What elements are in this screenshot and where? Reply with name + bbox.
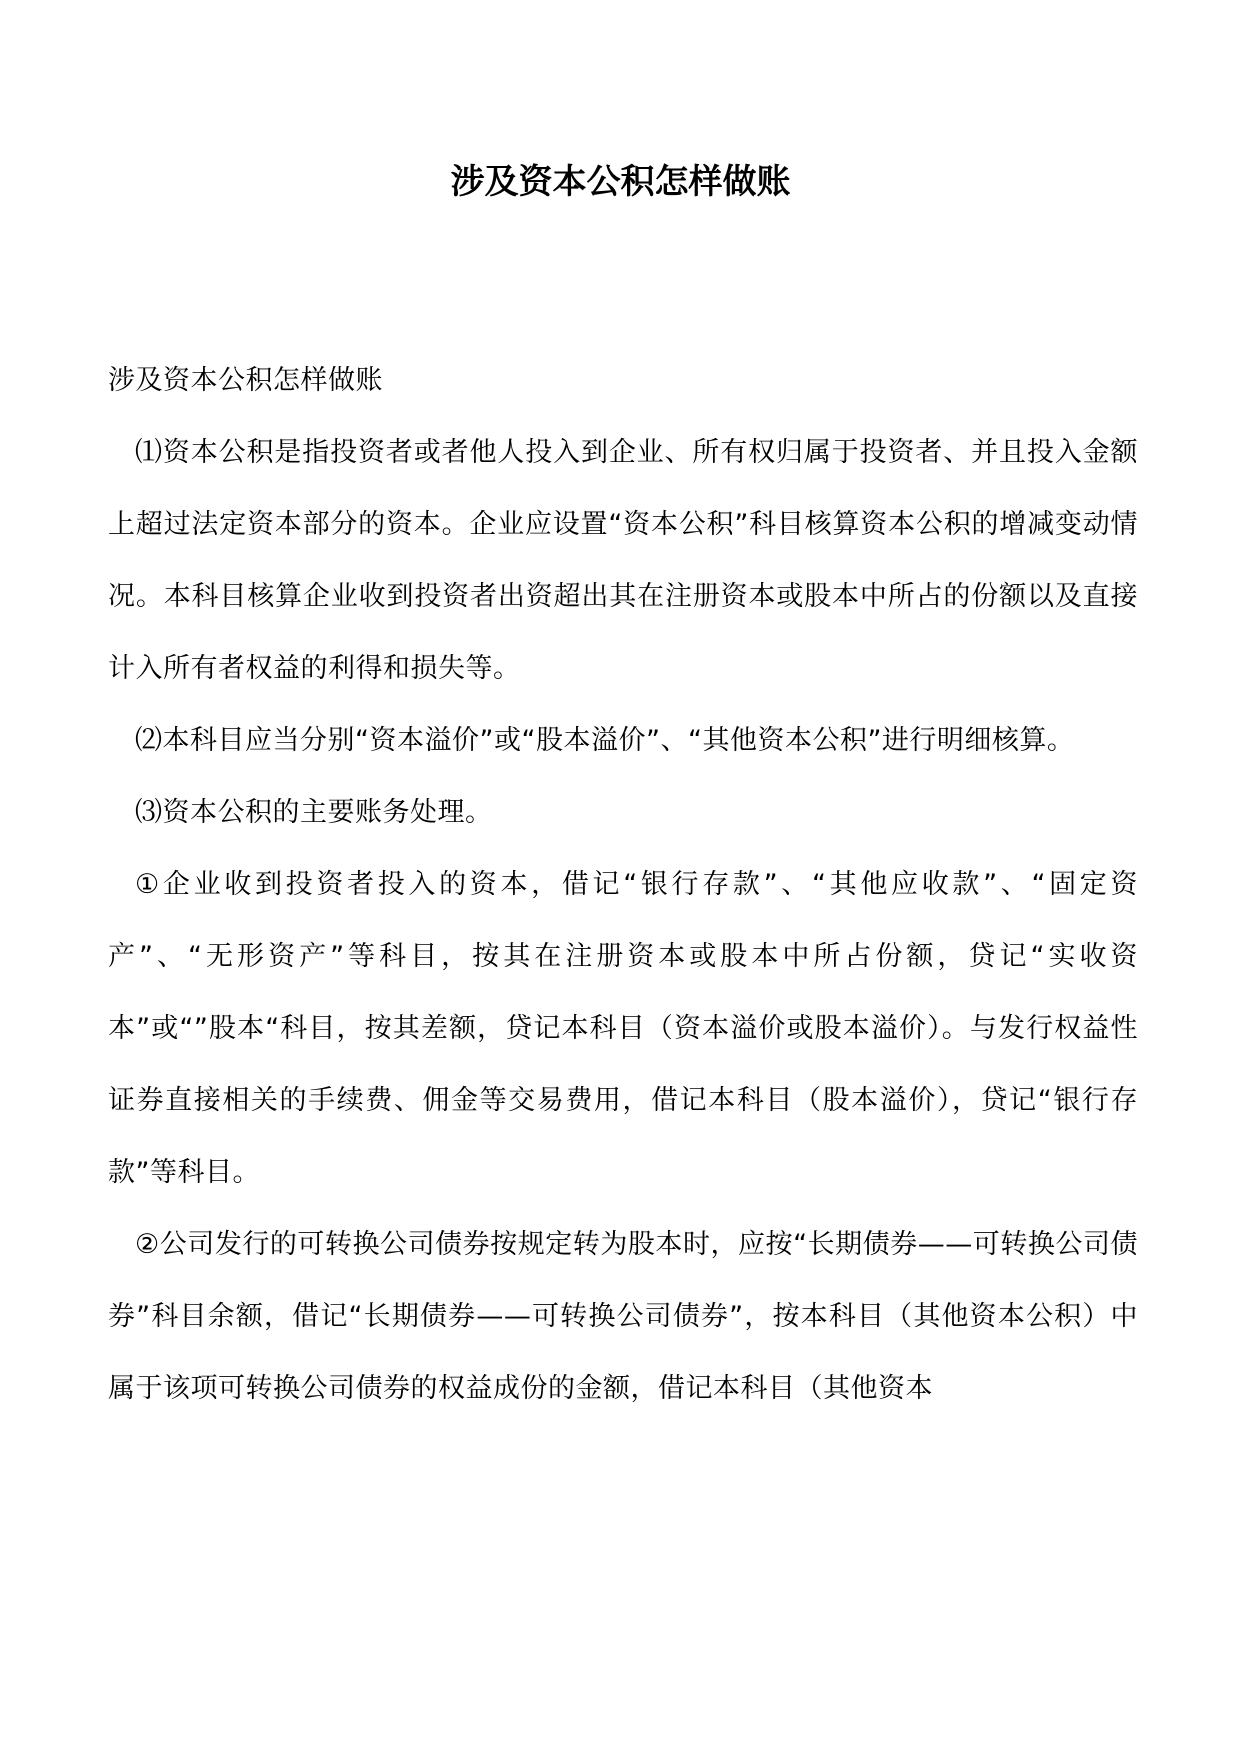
body-heading: 涉及资本公积怎样做账 [108, 365, 383, 396]
paragraph-1: ⑴资本公积是指投资者或者他人投入到企业、所有权归属于投资者、并且投入金额上超过法定资本部分的资本。企业应设置“资本公积”科目核算资本公积的增减变动情况。本科目核算企业收到投资者出资超出其在注册资本或股本中所占的份额以及直接计入所有者权益的利得和损失等。 [108, 437, 1138, 684]
document-body [108, 345, 1138, 1425]
paragraph-5: ②公司发行的可转换公司债券按规定转为股本时，应按“长期债券——可转换公司债券”科目余额，借记“长期债券——可转换公司债券”，按本科目（其他资本公积）中属于该项可转换公司债券的权益成份的金额，借记本科目（其他资本 [108, 1229, 1138, 1404]
document-title: 涉及资本公积怎样做账 [450, 162, 791, 202]
paragraph-2: ⑵本科目应当分别“资本溢价”或“股本溢价”、“其他资本公积”进行明细核算。 [135, 725, 1075, 756]
paragraph-3: ⑶资本公积的主要账务处理。 [135, 797, 493, 828]
paragraph-4: ①企业收到投资者投入的资本，借记“银行存款”、“其他应收款”、“固定资产”、“无形资产”等科目，按其在注册资本或股本中所占份额，贷记“实收资本”或“”股本“科目，按其差额，贷记本科目（资本溢价或股本溢价）。与发行权益性证券直接相关的手续费、佣金等交易费用，借记本科目（股本溢价），贷记“银行存款”等科目。 [108, 869, 1138, 1188]
